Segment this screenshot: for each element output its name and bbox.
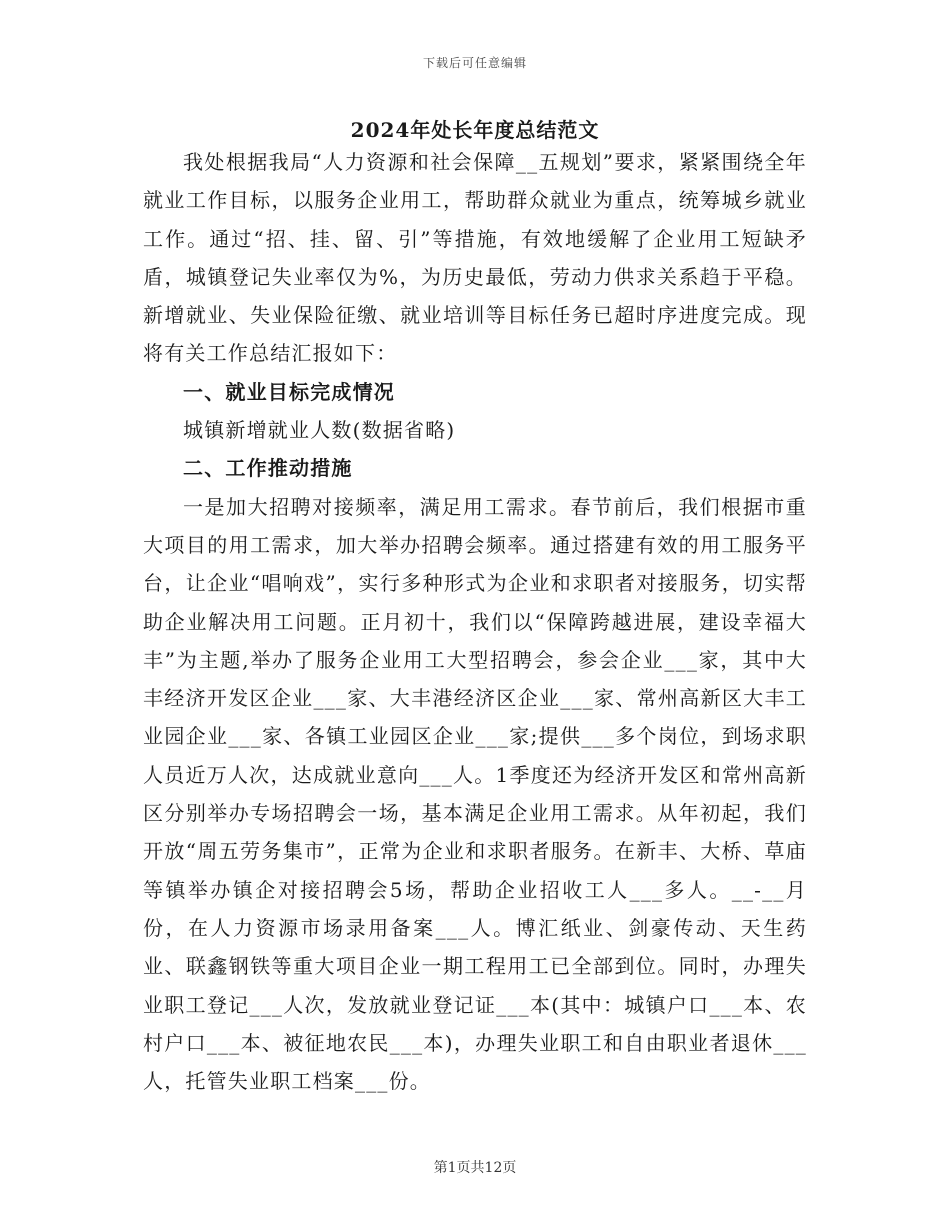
document-title: 2024年处长年度总结范文 bbox=[350, 118, 600, 142]
section-1-body: 城镇新增就业人数(数据省略) bbox=[183, 418, 456, 443]
section-heading-2: 二、工作推动措施 bbox=[183, 456, 353, 481]
intro-paragraph: 我处根据我局“人力资源和社会保障__五规划”要求，紧紧围绕全年就业工作目标，以服务企业用工，帮助群众就业为重点，统筹城乡就业工作。通过“招、挂、留、引”等措施，有效地缓解了企业用工短缺矛盾，城镇登记失业率仅为%，为历史最低，劳动力供求关系趋于平稳。新增就业、失业保险征缴、就业培训等目标任务已超时序进度完成。现将有关工作总结汇报如下： bbox=[143, 150, 807, 366]
section-heading-1: 一、就业目标完成情况 bbox=[183, 379, 395, 404]
header-note: 下载后可任意编辑 bbox=[422, 56, 527, 70]
section-2-body: 一是加大招聘对接频率，满足用工需求。春节前后，我们根据市重大项目的用工需求，加大举办招聘会频率。通过搭建有效的用工服务平台，让企业“唱响戏”，实行多种形式为企业和求职者对接服务，切实帮助企业解决用工问题。正月初十，我们以“保障跨越进展，建设幸福大丰”为主题,举办了服务企业用工大型招聘会，参会企业___家，其中大丰经济开发区企业___家、大丰港经济区企业___家、常州高新区大丰工业园企业___家、各镇工业园区企业___家;提供___多个岗位，到场求职人员近万人次，达成就业意向___人。1季度还为经济开发区和常州高新区分别举办专场招聘会一场，基本满足企业用工需求。从年初起，我们开放“周五劳务集市”，正常为企业和求职者服务。在新丰、大桥、草庙等镇举办镇企对接招聘会5场，帮助企业招收工人___多人。__-__月份，在人力资源市场录用备案___人。博汇纸业、剑豪传动、天生药业、联鑫钢铁等重大项目企业一期工程用工已全部到位。同时，办理失业职工登记___人次，发放就业登记证___本(其中：城镇户口___本、农村户口___本、被征地农民___本)，办理失业职工和自由职业者退休___人，托管失业职工档案___份。 bbox=[143, 494, 807, 1094]
page-number: 第1页共12页 bbox=[433, 1160, 517, 1176]
document-body bbox=[143, 143, 807, 1100]
